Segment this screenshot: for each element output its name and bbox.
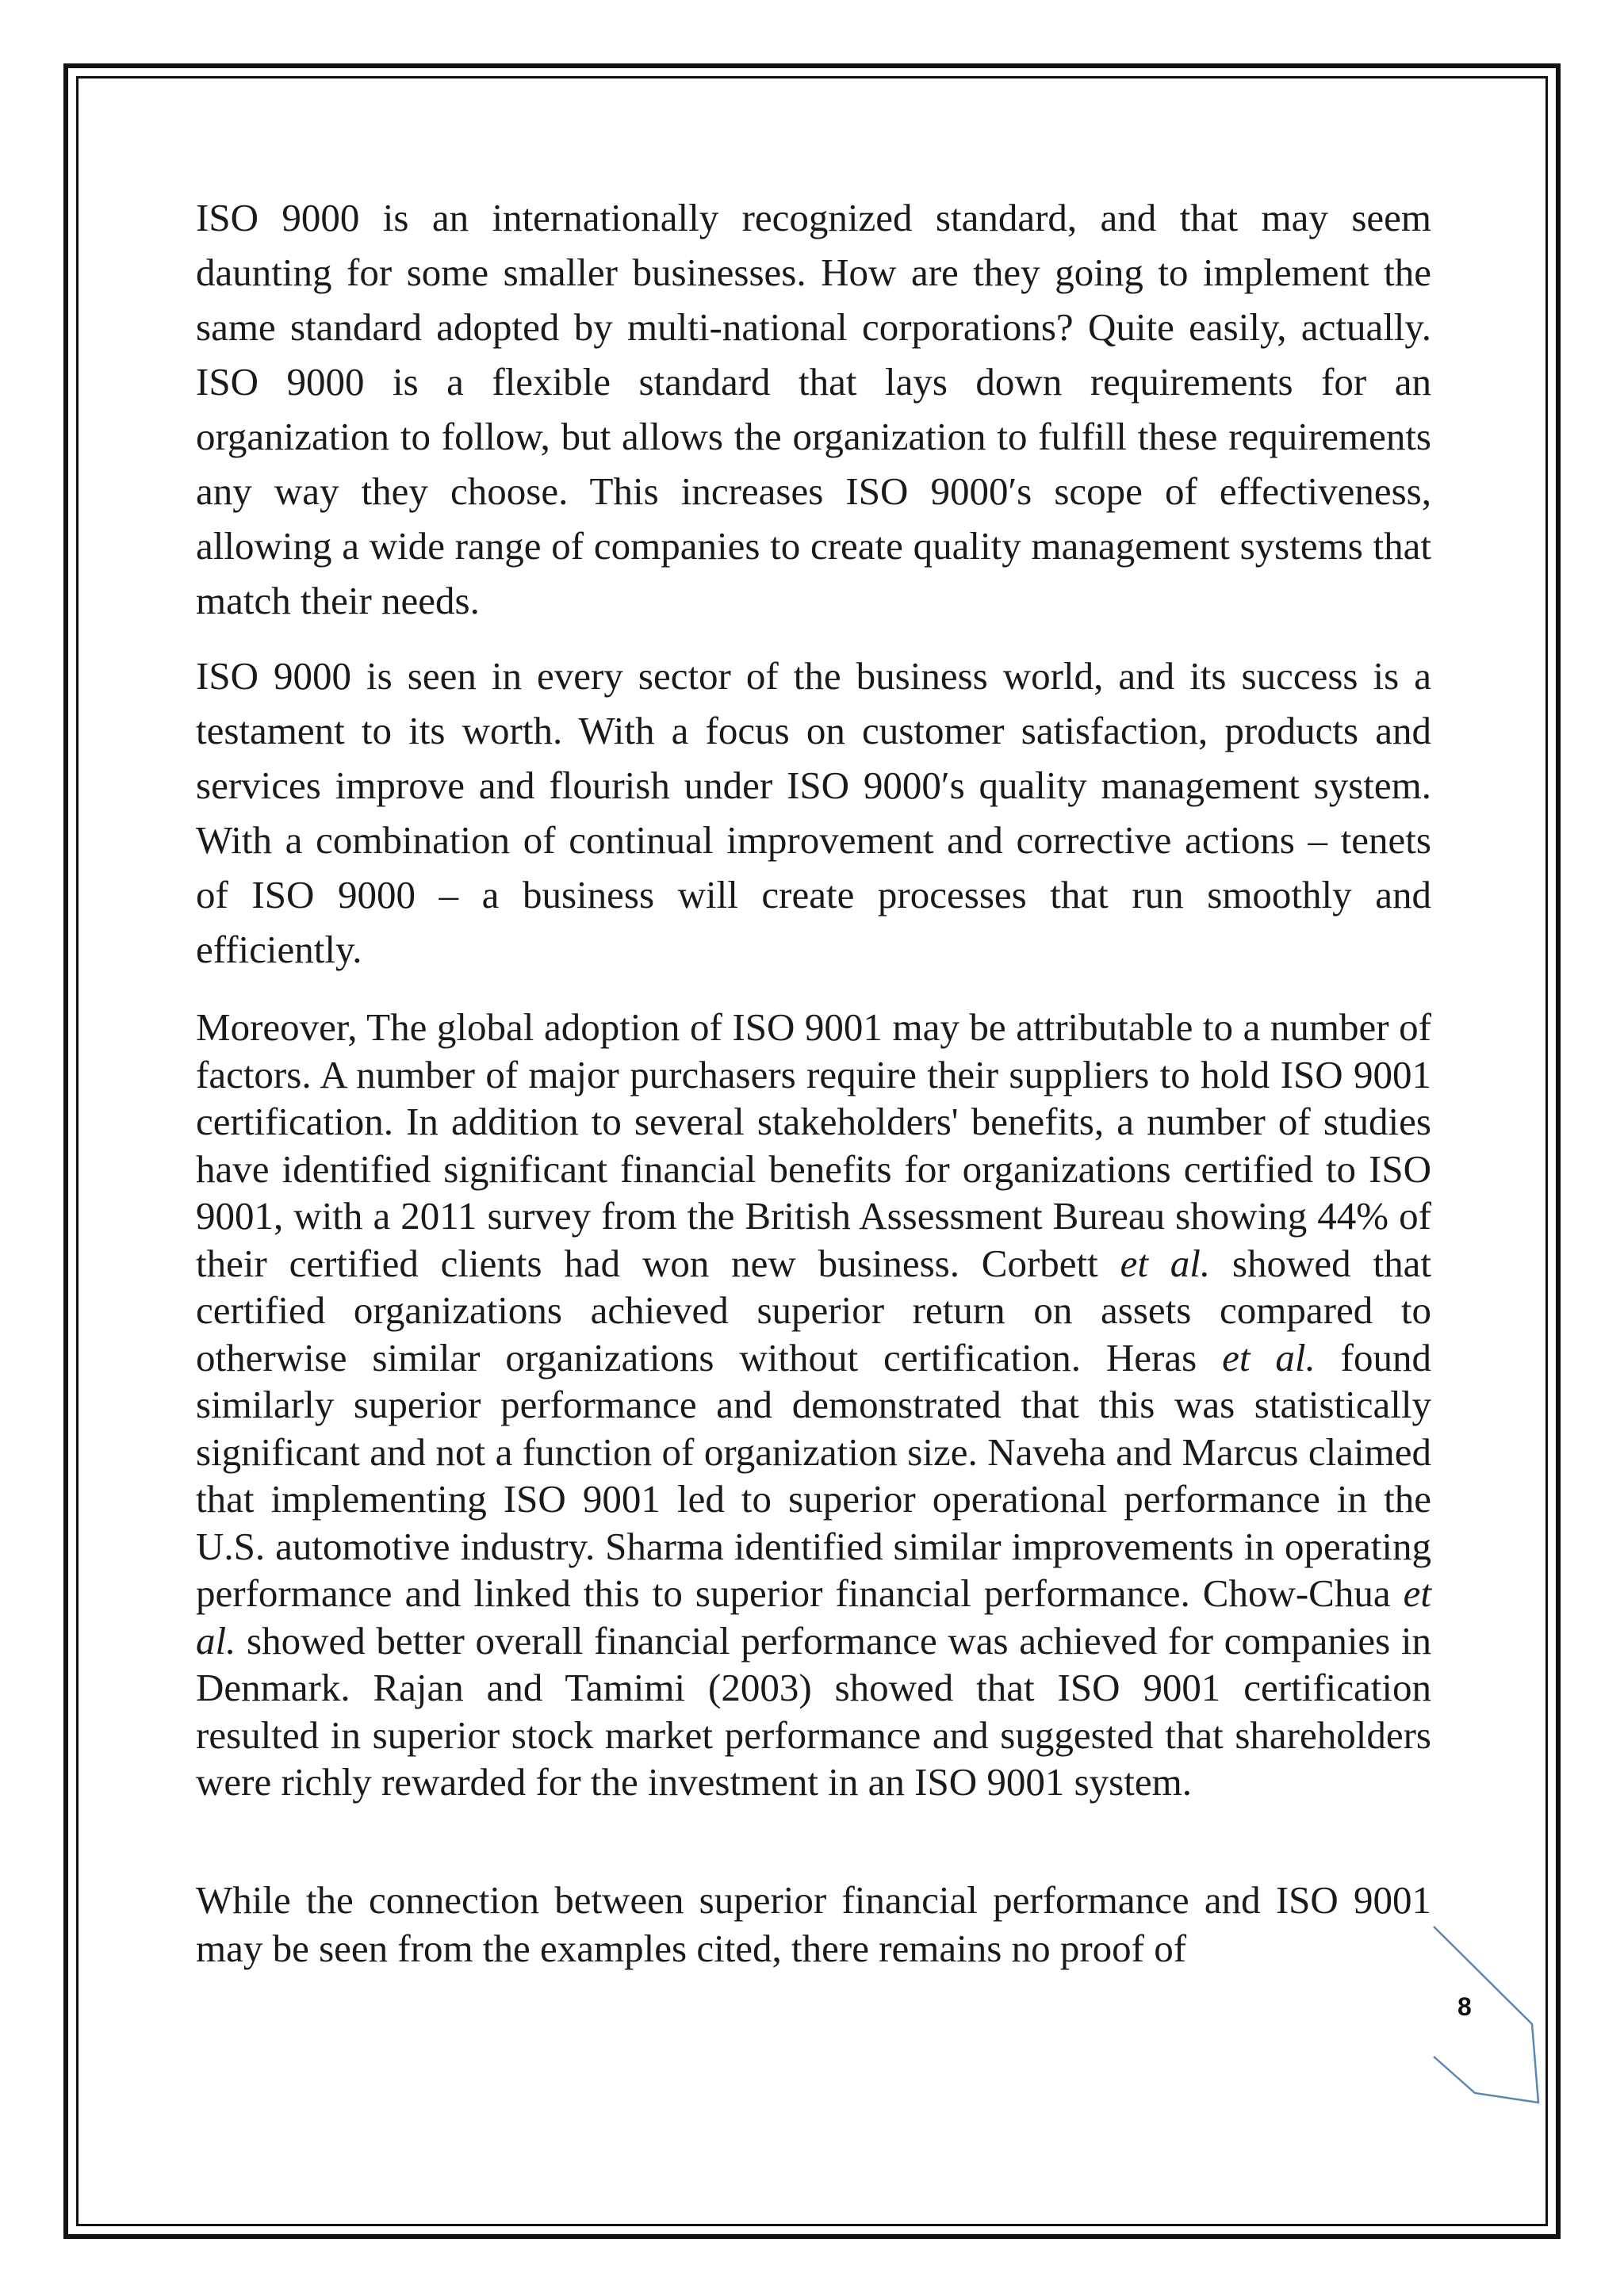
paragraph-iso-9000-intro: ISO 9000 is an internationally recognized standard, and that may seem daunting for some smaller businesses. How are they going to implement the same standard adopted by multi-national corporations? Quite easily, actually. ISO 9000 is a flexible standard that lays down requirements for an organization to follow, but allows the organization to fulfill these requirements any way they choose. This increases ISO 9000′s scope of effectiveness, allowing a wide range of companies to create quality management systems that match their needs. bbox=[196, 196, 1431, 622]
text-run: showed that certified organizations achieved superior return on assets compared to otherwise similar organizations without certification. Heras bbox=[196, 1241, 1431, 1380]
citation-et-al: et al. bbox=[1120, 1241, 1211, 1285]
page-corner-outline bbox=[1434, 1927, 1538, 2103]
page-number: 8 bbox=[1457, 1992, 1472, 2021]
paragraph-global-adoption bbox=[196, 1004, 1431, 1806]
text-run: showed better overall financial performance was achieved for companies in Denmark. Rajan and Tamimi (2003) showed that ISO 9001 certification resulted in superior stock market performance and suggested that shareholders were richly rewarded for the investment in an ISO 9001 system. bbox=[196, 1618, 1431, 1804]
citation-et-al: et al. bbox=[196, 1571, 1431, 1663]
paragraph-financial-connection: While the connection between superior financial performance and ISO 9001 may be seen from the examples cited, there remains no proof of bbox=[196, 1877, 1431, 1970]
text-run: found similarly superior performance and demonstrated that this was statistically significant and not a function of organization size. Naveha and Marcus claimed that implementing ISO 9001 led to superior operational performance in the U.S. automotive industry. Sharma identified similar improvements in operating performance and linked this to superior financial performance. Chow-Chua bbox=[196, 1335, 1431, 1615]
citation-et-al: et al. bbox=[1222, 1335, 1316, 1380]
page-corner-marker bbox=[1427, 1919, 1570, 2109]
text-run: Moreover, The global adoption of ISO 9001 may be attributable to a number of factors. A number of major purchasers require their suppliers to hold ISO 9001 certification. In addition to several stakeholders' benefits, a number of studies have identified significant financial benefits for organizations certified to ISO 9001, with a 2011 survey from the British Assessment Bureau showing 44% of their certified clients had won new business. Corbett bbox=[196, 1005, 1431, 1285]
document-body bbox=[196, 190, 1431, 1973]
paragraph-iso-9000-sectors: ISO 9000 is seen in every sector of the business world, and its success is a testament to its worth. With a focus on customer satisfaction, products and services improve and flourish under ISO 9000′s quality management system. With a combination of continual improvement and corrective actions – tenets of ISO 9000 – a business will create processes that run smoothly and efficiently. bbox=[196, 654, 1431, 971]
